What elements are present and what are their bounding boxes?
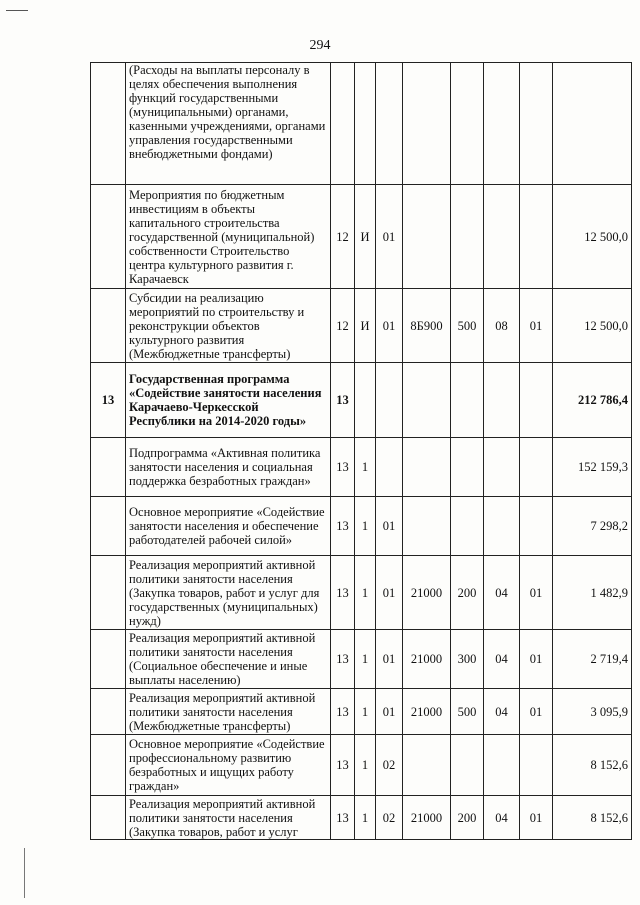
- table-row: [91, 556, 632, 630]
- code-subprogram: [355, 63, 376, 185]
- code-subprogram: 1: [355, 556, 376, 630]
- row-amount: 8 152,6: [553, 796, 632, 840]
- code-direction: 8Б900: [403, 289, 451, 363]
- code-expense-type: 300: [451, 630, 484, 689]
- code-section: [484, 735, 520, 796]
- code-expense-type: [451, 735, 484, 796]
- code-activity: [376, 363, 403, 438]
- code-direction: [403, 63, 451, 185]
- code-activity: 01: [376, 556, 403, 630]
- code-program: [331, 63, 355, 185]
- code-section: [484, 363, 520, 438]
- code-direction: [403, 363, 451, 438]
- row-number: [91, 289, 126, 363]
- row-name: (Расходы на выплаты персоналу в целях обеспечения выполнения функций государственными (муниципальными) органами, казенными учреждениями, органами управления государственными внебюджетными фондами): [126, 63, 331, 185]
- code-subprogram: 1: [355, 630, 376, 689]
- row-number: [91, 689, 126, 735]
- code-expense-type: 500: [451, 289, 484, 363]
- code-subsection: [520, 438, 553, 497]
- page-number: 294: [309, 38, 331, 53]
- code-expense-type: 200: [451, 556, 484, 630]
- code-expense-type: [451, 63, 484, 185]
- code-program: 12: [331, 185, 355, 289]
- row-amount: 7 298,2: [553, 497, 632, 556]
- code-subsection: 01: [520, 289, 553, 363]
- table-row: [91, 689, 632, 735]
- code-subsection: [520, 363, 553, 438]
- code-program: 13: [331, 556, 355, 630]
- row-number: [91, 735, 126, 796]
- code-activity: [376, 63, 403, 185]
- code-section: 04: [484, 556, 520, 630]
- row-name: Реализация мероприятий активной политики занятости населения (Социальное обеспечение и иные выплаты населению): [126, 630, 331, 689]
- code-program: 13: [331, 497, 355, 556]
- code-activity: 01: [376, 630, 403, 689]
- code-subsection: 01: [520, 689, 553, 735]
- code-expense-type: [451, 497, 484, 556]
- row-amount: 152 159,3: [553, 438, 632, 497]
- code-program: 13: [331, 735, 355, 796]
- code-direction: 21000: [403, 556, 451, 630]
- table-row: [91, 185, 632, 289]
- code-expense-type: [451, 363, 484, 438]
- row-amount: 3 095,9: [553, 689, 632, 735]
- table-row: [91, 497, 632, 556]
- code-program: 13: [331, 689, 355, 735]
- row-number: [91, 630, 126, 689]
- code-subsection: 01: [520, 630, 553, 689]
- code-section: [484, 63, 520, 185]
- code-section: 04: [484, 689, 520, 735]
- row-amount: [553, 63, 632, 185]
- row-name: Реализация мероприятий активной политики занятости населения (Закупка товаров, работ и услуг: [126, 796, 331, 840]
- table-row: [91, 796, 632, 840]
- code-activity: 02: [376, 735, 403, 796]
- code-section: [484, 438, 520, 497]
- row-number: [91, 63, 126, 185]
- code-section: 04: [484, 796, 520, 840]
- table-row: [91, 438, 632, 497]
- code-expense-type: [451, 438, 484, 497]
- code-program: 13: [331, 796, 355, 840]
- code-expense-type: 500: [451, 689, 484, 735]
- table-row: [91, 289, 632, 363]
- code-activity: 01: [376, 497, 403, 556]
- code-program: 12: [331, 289, 355, 363]
- code-direction: [403, 735, 451, 796]
- row-name: Основное мероприятие «Содействие занятости населения и обеспечение работодателей рабочей силой»: [126, 497, 331, 556]
- code-subprogram: 1: [355, 735, 376, 796]
- table-row: [91, 363, 632, 438]
- row-number: [91, 185, 126, 289]
- table-row: [91, 735, 632, 796]
- code-subprogram: [355, 363, 376, 438]
- code-program: 13: [331, 363, 355, 438]
- code-expense-type: 200: [451, 796, 484, 840]
- row-name: Основное мероприятие «Содействие профессиональному развитию безработных и ищущих работу граждан»: [126, 735, 331, 796]
- row-number: [91, 796, 126, 840]
- row-name: Реализация мероприятий активной политики занятости населения (Закупка товаров, работ и услуг для государственных (муниципальных) нужд): [126, 556, 331, 630]
- code-activity: [376, 438, 403, 497]
- code-direction: 21000: [403, 796, 451, 840]
- code-subsection: [520, 185, 553, 289]
- code-activity: 01: [376, 689, 403, 735]
- code-section: 04: [484, 630, 520, 689]
- code-activity: 01: [376, 185, 403, 289]
- row-number: 13: [91, 363, 126, 438]
- code-subprogram: 1: [355, 796, 376, 840]
- code-direction: [403, 497, 451, 556]
- row-number: [91, 497, 126, 556]
- code-section: [484, 185, 520, 289]
- code-direction: 21000: [403, 630, 451, 689]
- code-subprogram: И: [355, 289, 376, 363]
- row-amount: 8 152,6: [553, 735, 632, 796]
- code-subprogram: 1: [355, 438, 376, 497]
- code-subsection: [520, 735, 553, 796]
- scan-mark-top: [6, 10, 28, 11]
- code-expense-type: [451, 185, 484, 289]
- code-subprogram: 1: [355, 689, 376, 735]
- code-subsection: 01: [520, 556, 553, 630]
- row-amount: 1 482,9: [553, 556, 632, 630]
- scan-mark-left: [24, 848, 25, 898]
- code-activity: 01: [376, 289, 403, 363]
- code-subsection: [520, 63, 553, 185]
- code-subprogram: 1: [355, 497, 376, 556]
- row-amount: 212 786,4: [553, 363, 632, 438]
- row-number: [91, 438, 126, 497]
- row-name: Подпрограмма «Активная политика занятости населения и социальная поддержка безработных граждан»: [126, 438, 331, 497]
- table-row: [91, 63, 632, 185]
- code-subprogram: И: [355, 185, 376, 289]
- row-amount: 12 500,0: [553, 289, 632, 363]
- code-direction: 21000: [403, 689, 451, 735]
- code-activity: 02: [376, 796, 403, 840]
- code-program: 13: [331, 438, 355, 497]
- row-number: [91, 556, 126, 630]
- table-row: [91, 630, 632, 689]
- row-amount: 2 719,4: [553, 630, 632, 689]
- code-direction: [403, 185, 451, 289]
- code-section: 08: [484, 289, 520, 363]
- row-name: Государственная программа «Содействие занятости населения Карачаево-Черкесской Республики на 2014-2020 годы»: [126, 363, 331, 438]
- code-program: 13: [331, 630, 355, 689]
- code-section: [484, 497, 520, 556]
- code-subsection: [520, 497, 553, 556]
- row-amount: 12 500,0: [553, 185, 632, 289]
- row-name: Реализация мероприятий активной политики занятости населения (Межбюджетные трансферты): [126, 689, 331, 735]
- row-name: Мероприятия по бюджетным инвестициям в объекты капитального строительства государственной (муниципальной) собственности Строительство центра культурного развития г. Карачаевск: [126, 185, 331, 289]
- budget-table: [90, 62, 632, 840]
- code-direction: [403, 438, 451, 497]
- row-name: Субсидии на реализацию мероприятий по строительству и реконструкции объектов культурного развития (Межбюджетные трансферты): [126, 289, 331, 363]
- code-subsection: 01: [520, 796, 553, 840]
